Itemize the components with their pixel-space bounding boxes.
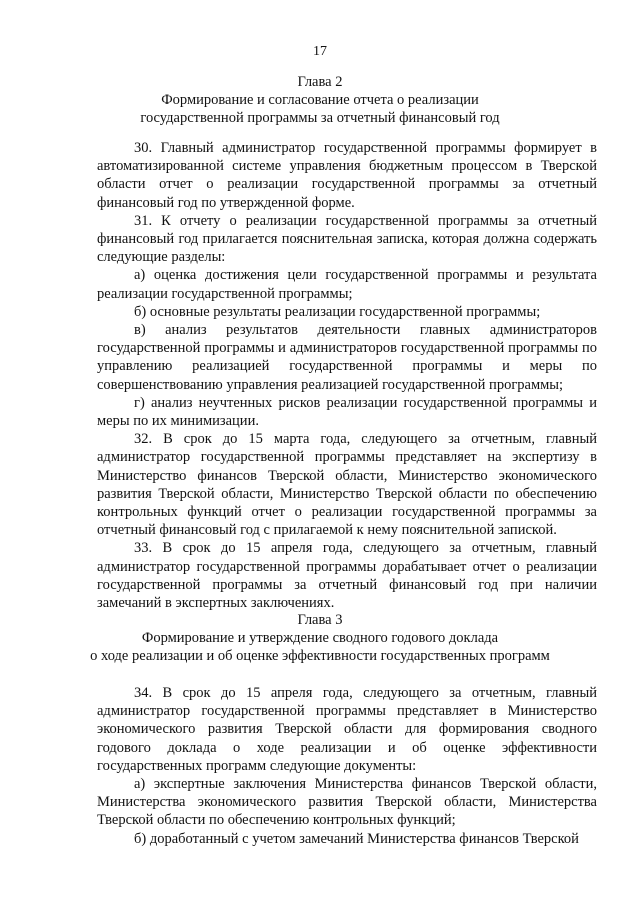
chapter-3-body xyxy=(97,684,597,848)
chapter-3-label: Глава 3 xyxy=(297,612,343,628)
paragraph-34-a: а) экспертные заключения Министерства финансов Тверской области, Министерства экономического развития Тверской области, Министерства Тверской области по обеспечению контрольных функций; xyxy=(97,776,597,829)
paragraph-31: 31. К отчету о реализации государственной программы за отчетный финансовый год прилагается пояснительная записка, которая должна содержать следующие разделы: xyxy=(97,212,597,266)
page-number: 17 xyxy=(313,44,327,59)
paragraph-31-b: б) основные результаты реализации государственной программы; xyxy=(134,303,541,320)
chapter-2-label: Глава 2 xyxy=(297,74,343,90)
paragraph-33: 33. В срок до 15 апреля года, следующего за отчетным, главный администратор государственной программы дорабатывает отчет о реализации государственной программы за отчетный финансовый год при наличии замечаний в экспертных заключениях. xyxy=(97,540,597,612)
paragraph-34: 34. В срок до 15 апреля года, следующего за отчетным, главный администратор государственной программы представляет в Министерство экономического развития Тверской области для формирования сводного годового доклада о ходе реализации и об оценке эффективности государственных программ следующие документы: xyxy=(97,685,597,774)
paragraph-34-b: б) доработанный с учетом замечаний Министерства финансов Тверской xyxy=(134,830,579,847)
paragraph-31-a: а) оценка достижения цели государственной программы и результата реализации государственной программы; xyxy=(97,267,597,302)
chapter-2-title-line-2: государственной программы за отчетный финансовый год xyxy=(140,110,500,126)
paragraph-31-g: г) анализ неучтенных рисков реализации государственной программы и меры по их минимизации. xyxy=(97,394,597,430)
chapter-2-body xyxy=(97,139,597,612)
paragraph-30: 30. Главный администратор государственной программы формирует в автоматизированной системе управления бюджетным процессом в Тверской области отчет о реализации государственной программы за отчетный финансовый год по утвержденной форме. xyxy=(97,140,597,211)
chapter-3-title-line-2: о ходе реализации и об оценке эффективности государственных программ xyxy=(90,648,550,664)
paragraph-32: 32. В срок до 15 марта года, следующего за отчетным, главный администратор государственной программы представляет на экспертизу в Министерство финансов Тверской области, Министерство экономического развития Тверской области, Министерство Тверской области по обеспечению контрольных функций отчет о реализации государственной программы за отчетный финансовый год с прилагаемой к нему пояснительной запиской. xyxy=(97,431,597,539)
chapter-3-title-line-1: Формирование и утверждение сводного годового доклада xyxy=(141,630,499,646)
chapter-2-title-line-1: Формирование и согласование отчета о реализации xyxy=(161,92,479,108)
paragraph-31-v: в) анализ результатов деятельности главных администраторов государственной программы и администраторов государственной программы по управлению реализацией государственной программы и меры по совершенствованию управления реализацией государственной программы; xyxy=(97,322,597,393)
